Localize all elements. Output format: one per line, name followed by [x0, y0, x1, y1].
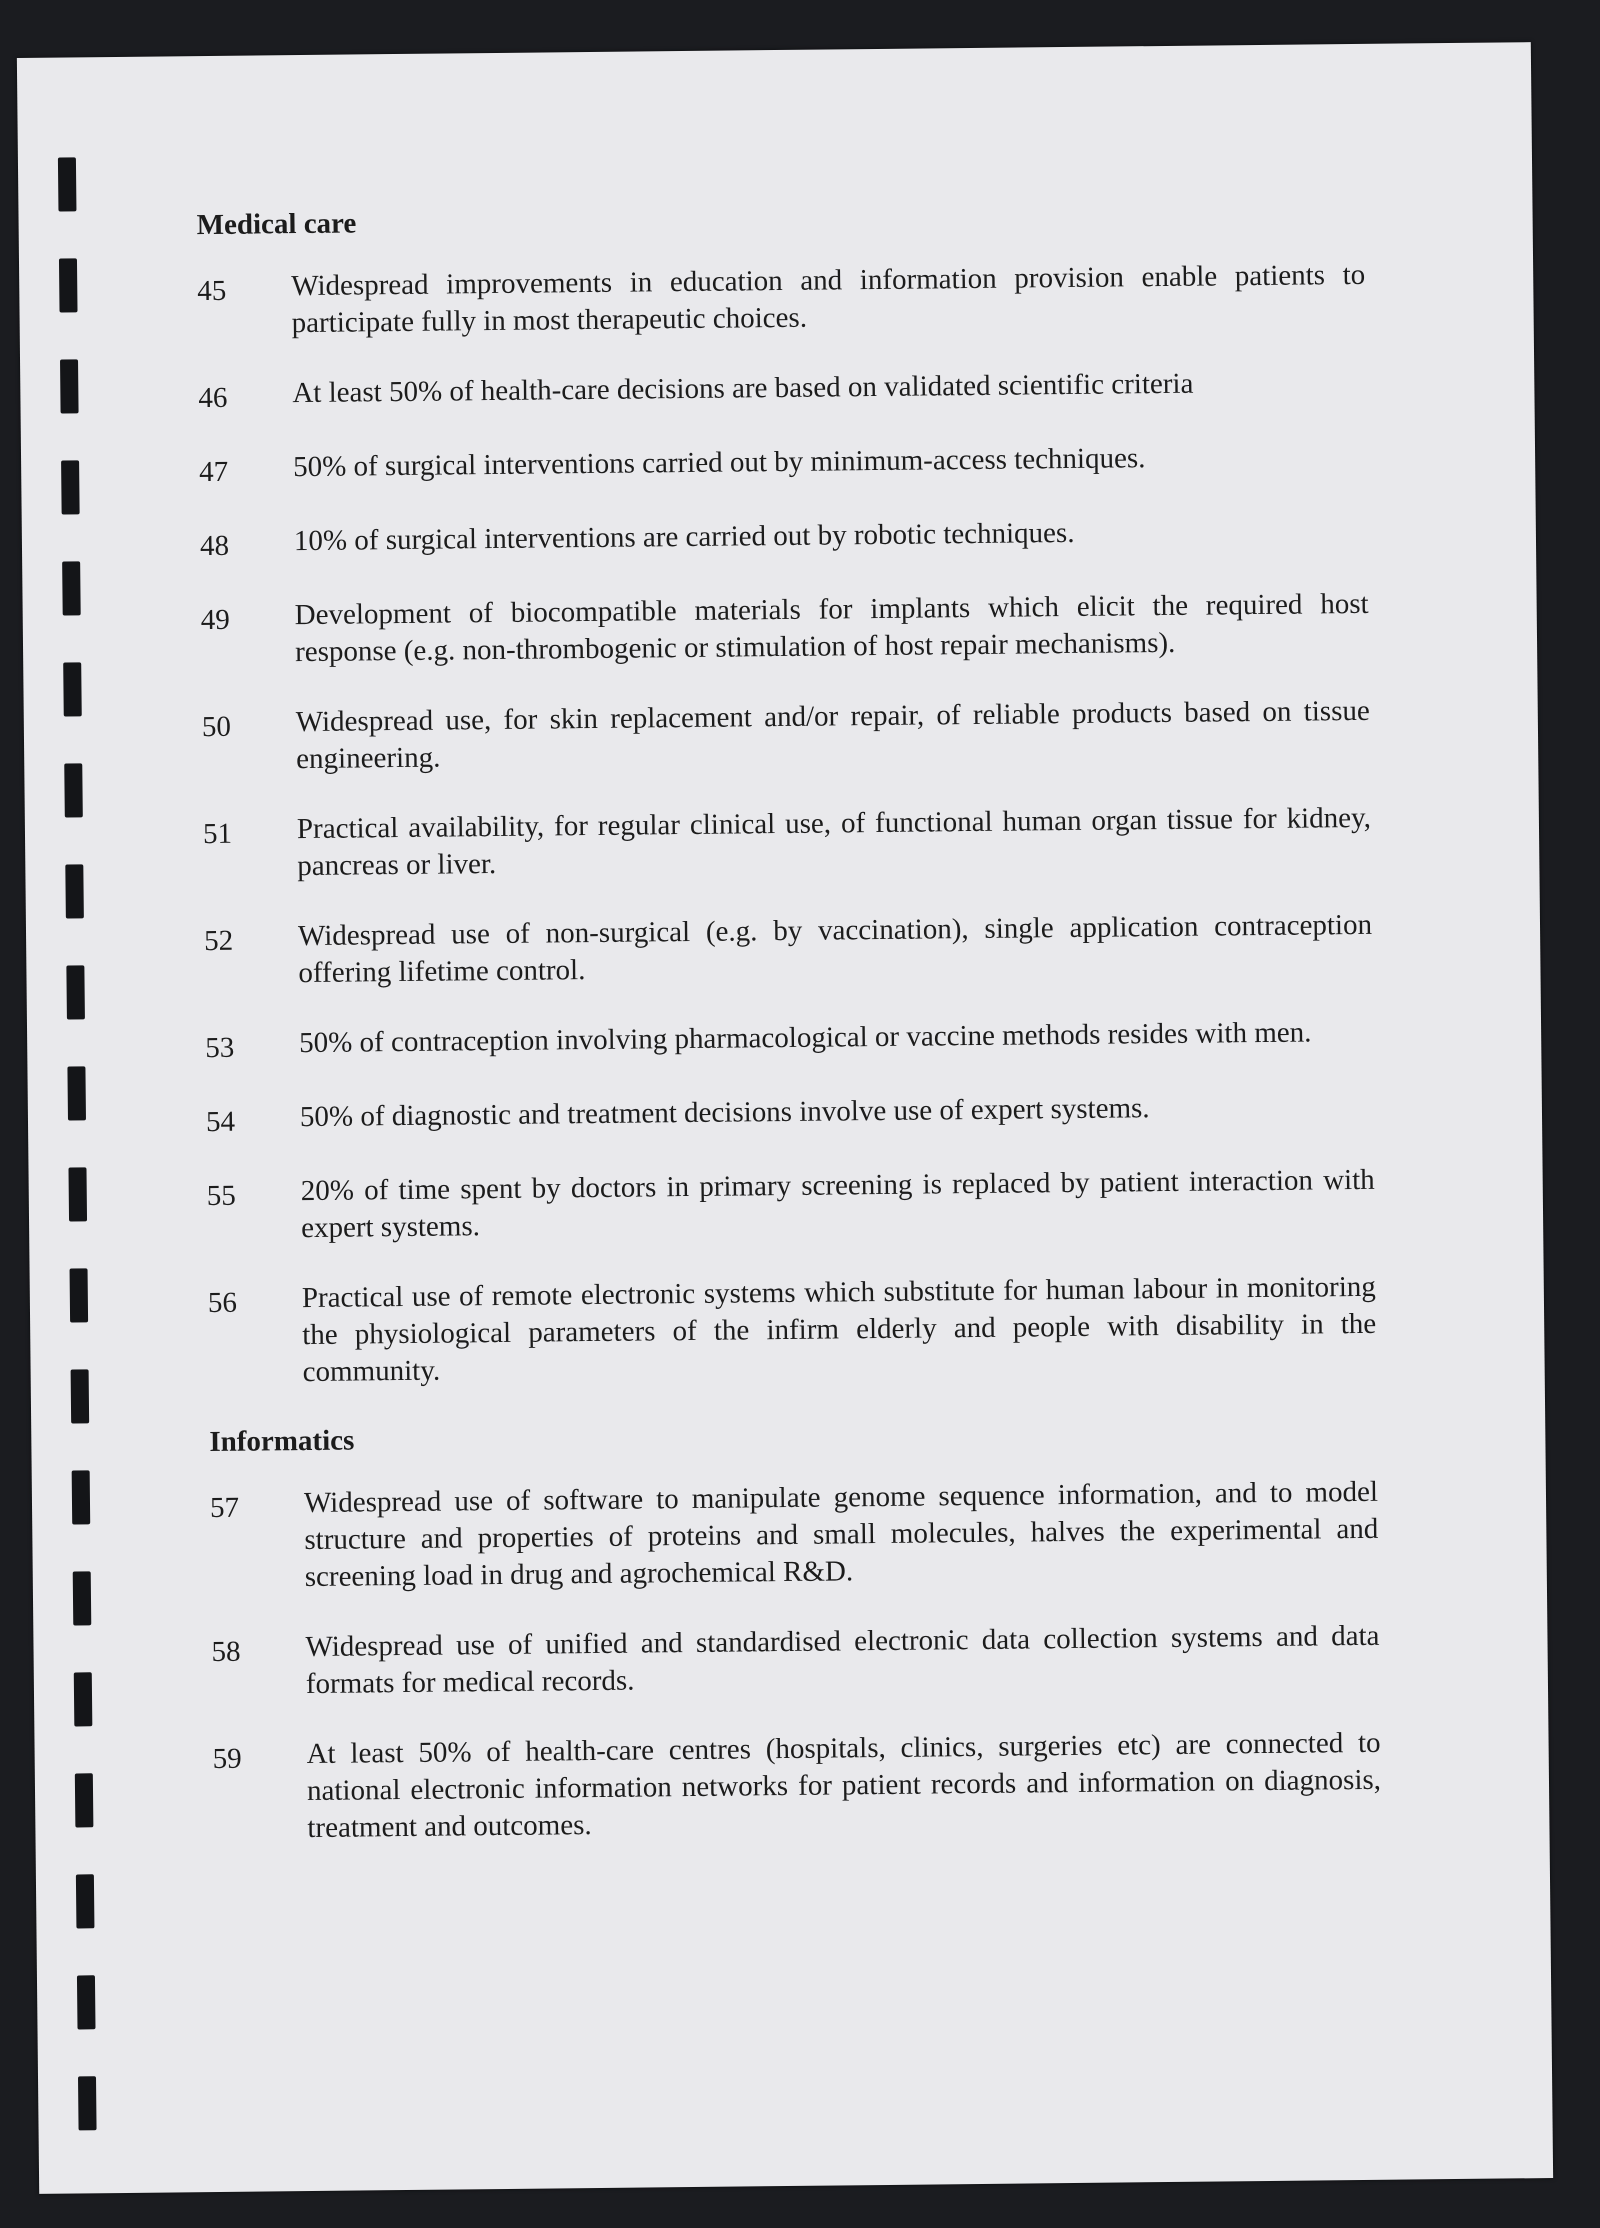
punch-hole — [70, 1268, 89, 1322]
item-number: 55 — [206, 1179, 236, 1212]
section-heading-informatics: Informatics — [209, 1424, 355, 1458]
list-item — [206, 1087, 1406, 1141]
list-item — [210, 1473, 1411, 1597]
punch-hole — [75, 1773, 94, 1827]
punch-hole — [59, 258, 78, 312]
punch-hole — [67, 1066, 86, 1120]
item-text: Widespread use of unified and standardised electronic data collection systems and data formats for medical records. — [305, 1619, 1380, 1700]
punch-hole — [60, 359, 79, 413]
item-text: Widespread improvements in education and information provision enable patients to participate fully in most therapeutic choices. — [291, 258, 1366, 339]
punch-hole — [76, 1874, 95, 1928]
item-text: 50% of diagnostic and treatment decisions involve use of expert systems. — [299, 1091, 1150, 1133]
item-number: 50 — [201, 710, 232, 743]
list-item — [207, 1161, 1408, 1248]
list-item — [208, 1268, 1409, 1392]
punch-hole — [58, 157, 77, 211]
item-number: 57 — [209, 1491, 240, 1524]
item-number: 45 — [197, 274, 227, 307]
list-item — [211, 1617, 1412, 1704]
punch-hole — [78, 2076, 97, 2130]
item-text: At least 50% of health-care centres (hospitals, clinics, surgeries etc) are connected to national electronic information networks for patient records and information on diagnosis, treatment and outcomes. — [306, 1726, 1382, 1844]
item-number: 51 — [202, 817, 233, 850]
punch-hole — [63, 662, 82, 716]
punch-hole — [66, 965, 85, 1019]
section-heading-medical-care: Medical care — [196, 207, 357, 242]
item-number: 47 — [199, 455, 229, 488]
punch-hole — [68, 1167, 87, 1221]
item-text: Widespread use of non-surgical (e.g. by vaccination), single application contraception offering lifetime control. — [297, 908, 1373, 989]
item-number: 52 — [203, 924, 234, 957]
item-number: 54 — [205, 1105, 236, 1138]
list-item — [201, 585, 1402, 672]
list-item — [197, 256, 1398, 343]
punch-hole — [64, 763, 83, 817]
item-text: 20% of time spent by doctors in primary screening is replaced by patient interaction with expert systems. — [300, 1163, 1375, 1244]
list-item — [204, 906, 1405, 993]
item-text: Practical availability, for regular clinical use, of functional human organ tissue for kidney, pancreas or liver. — [296, 801, 1372, 882]
punch-hole — [61, 460, 80, 514]
punch-hole — [62, 561, 81, 615]
item-text: 50% of surgical interventions carried out by minimum-access techniques. — [292, 441, 1146, 483]
document-page — [17, 42, 1553, 2194]
item-number: 53 — [205, 1031, 235, 1064]
list-item — [198, 363, 1398, 417]
punch-hole — [77, 1975, 96, 2029]
item-text: At least 50% of health-care decisions are based on validated scientific criteria — [292, 367, 1194, 409]
item-number: 46 — [198, 381, 228, 414]
item-number: 49 — [200, 603, 230, 636]
list-item — [202, 692, 1403, 779]
punch-hole — [72, 1470, 91, 1524]
list-item — [205, 1013, 1405, 1067]
list-item — [199, 437, 1399, 491]
punch-hole — [74, 1672, 93, 1726]
item-number: 58 — [211, 1635, 241, 1668]
item-number: 48 — [199, 529, 230, 562]
item-text: 50% of contraception involving pharmacological or vaccine methods resides with men. — [299, 1016, 1312, 1059]
punch-hole — [71, 1369, 90, 1423]
item-text: 10% of surgical interventions are carried out by robotic techniques. — [293, 516, 1075, 557]
item-text: Development of biocompatible materials for implants which elicit the required host response (e.g. non-thrombogenic or stimulation of host repair mechanisms). — [294, 587, 1369, 668]
list-item — [212, 1724, 1413, 1848]
item-number: 56 — [207, 1286, 238, 1319]
punch-hole — [73, 1571, 92, 1625]
binding-punch-holes — [47, 117, 129, 2198]
item-number: 59 — [212, 1742, 242, 1775]
item-text: Widespread use, for skin replacement and/or repair, of reliable products based on tissue engineering. — [295, 694, 1370, 775]
punch-hole — [65, 864, 84, 918]
item-text: Practical use of remote electronic systems which substitute for human labour in monitoring the physiological parameters of the infirm elderly and people with disability in the community. — [301, 1270, 1377, 1388]
page-content — [196, 196, 1413, 1881]
list-item — [200, 511, 1400, 565]
item-text: Widespread use of software to manipulate genome sequence information, and to model structure and properties of proteins and small molecules, halves the experimental and screening load in drug and agrochemical R&D. — [303, 1475, 1379, 1593]
list-item — [203, 799, 1404, 886]
